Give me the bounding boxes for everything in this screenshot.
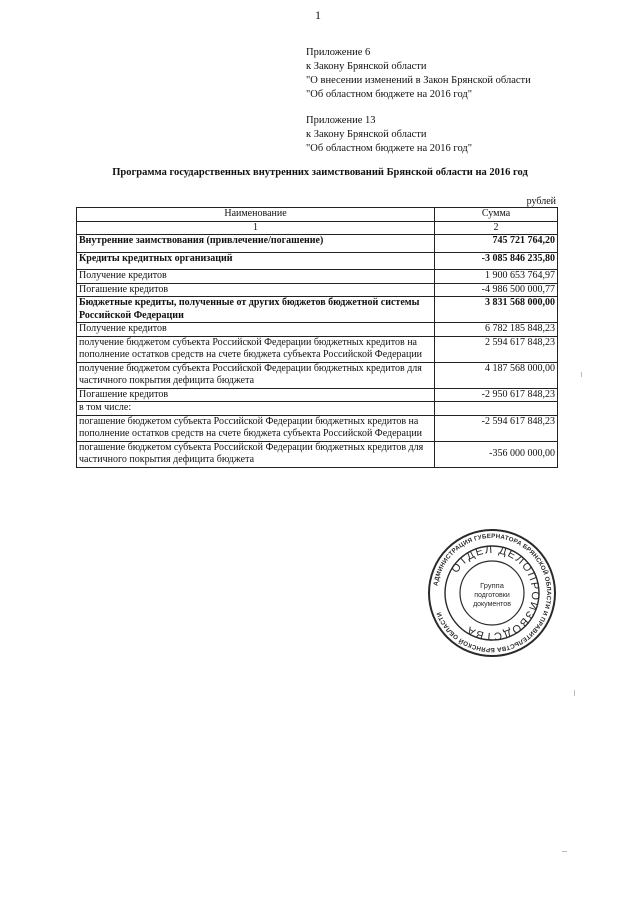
stamp-outer-text: АДМИНИСТРАЦИЯ ГУБЕРНАТОРА БРЯНСКОЙ ОБЛАСТИ И ПРАВИТЕЛЬСТВА БРЯНСКОЙ ОБЛАСТИ	[432, 532, 553, 654]
row-name: получение бюджетом субъекта Российской Федерации бюджетных кредитов для частичного покрытия дефицита бюджета	[77, 362, 435, 388]
unit-label: рублей	[526, 196, 556, 207]
row-name: Получение кредитов	[77, 323, 435, 337]
table-row	[77, 336, 558, 362]
table-row	[77, 323, 558, 337]
table-column-numbers-row	[77, 221, 558, 235]
header-amount: Сумма	[435, 208, 558, 222]
table-row	[77, 415, 558, 441]
stamp-center-line: документов	[473, 601, 511, 608]
borrowings-table	[76, 207, 558, 468]
row-amount: 745 721 764,20	[435, 235, 558, 253]
appendix-13-line: "Об областном бюджете на 2016 год"	[306, 143, 473, 154]
scan-mark	[562, 851, 567, 852]
row-name: в том числе:	[77, 402, 435, 416]
row-amount: -3 085 846 235,80	[435, 252, 558, 270]
row-name: получение бюджетом субъекта Российской Федерации бюджетных кредитов на пополнение остатков средств на счете бюджета субъекта Российской Федерации	[77, 336, 435, 362]
row-amount: -356 000 000,00	[435, 441, 558, 467]
row-amount: -2 950 617 848,23	[435, 388, 558, 402]
page-number: 1	[315, 8, 321, 22]
row-amount: 1 900 653 764,97	[435, 270, 558, 284]
appendix-6-line: к Закону Брянской области	[306, 61, 427, 72]
row-name: погашение бюджетом субъекта Российской Федерации бюджетных кредитов для частичного покрытия дефицита бюджета	[77, 441, 435, 467]
table-row	[77, 252, 558, 270]
appendix-13-line: Приложение 13	[306, 115, 376, 126]
appendix-13-line: к Закону Брянской области	[306, 129, 427, 140]
official-stamp	[427, 528, 557, 658]
table-header-row	[77, 208, 558, 222]
stamp-center-line: Группа	[480, 581, 504, 590]
column-number-1: 1	[77, 221, 435, 235]
table-row	[77, 388, 558, 402]
row-name: Кредиты кредитных организаций	[77, 252, 435, 270]
row-amount: 4 187 568 000,00	[435, 362, 558, 388]
table-row	[77, 283, 558, 297]
stamp-inner-text: ОТДЕЛ ДЕЛОПРОИЗВОДСТВА	[449, 543, 542, 643]
row-name: Погашение кредитов	[77, 283, 435, 297]
appendix-6-line: "Об областном бюджете на 2016 год"	[306, 89, 473, 100]
table-row	[77, 441, 558, 467]
table-row	[77, 235, 558, 253]
row-name: Получение кредитов	[77, 270, 435, 284]
scan-mark	[581, 372, 582, 377]
header-name: Наименование	[77, 208, 435, 222]
row-amount: -4 986 500 000,77	[435, 283, 558, 297]
table-row	[77, 402, 558, 416]
stamp-center-line: подготовки	[474, 592, 510, 599]
table-row	[77, 270, 558, 284]
row-amount: 2 594 617 848,23	[435, 336, 558, 362]
appendix-6-header	[306, 46, 531, 102]
row-name: Погашение кредитов	[77, 388, 435, 402]
row-amount: -2 594 617 848,23	[435, 415, 558, 441]
row-amount	[435, 402, 558, 416]
table-row	[77, 297, 558, 323]
row-amount: 3 831 568 000,00	[435, 297, 558, 323]
appendix-6-line: Приложение 6	[306, 47, 371, 58]
scan-mark	[574, 690, 575, 696]
column-number-2: 2	[435, 221, 558, 235]
table-row	[77, 362, 558, 388]
appendix-6-line: "О внесении изменений в Закон Брянской области	[306, 75, 531, 86]
row-name: Бюджетные кредиты, полученные от других бюджетов бюджетной системы Российской Федерации	[77, 297, 435, 323]
row-amount: 6 782 185 848,23	[435, 323, 558, 337]
row-name: Внутренние заимствования (привлечение/погашение)	[77, 235, 435, 253]
appendix-13-header	[306, 114, 472, 156]
document-title: Программа государственных внутренних заимствований Брянской области на 2016 год	[112, 167, 528, 178]
row-name: погашение бюджетом субъекта Российской Федерации бюджетных кредитов на пополнение остатков средств на счете бюджета субъекта Российской Федерации	[77, 415, 435, 441]
